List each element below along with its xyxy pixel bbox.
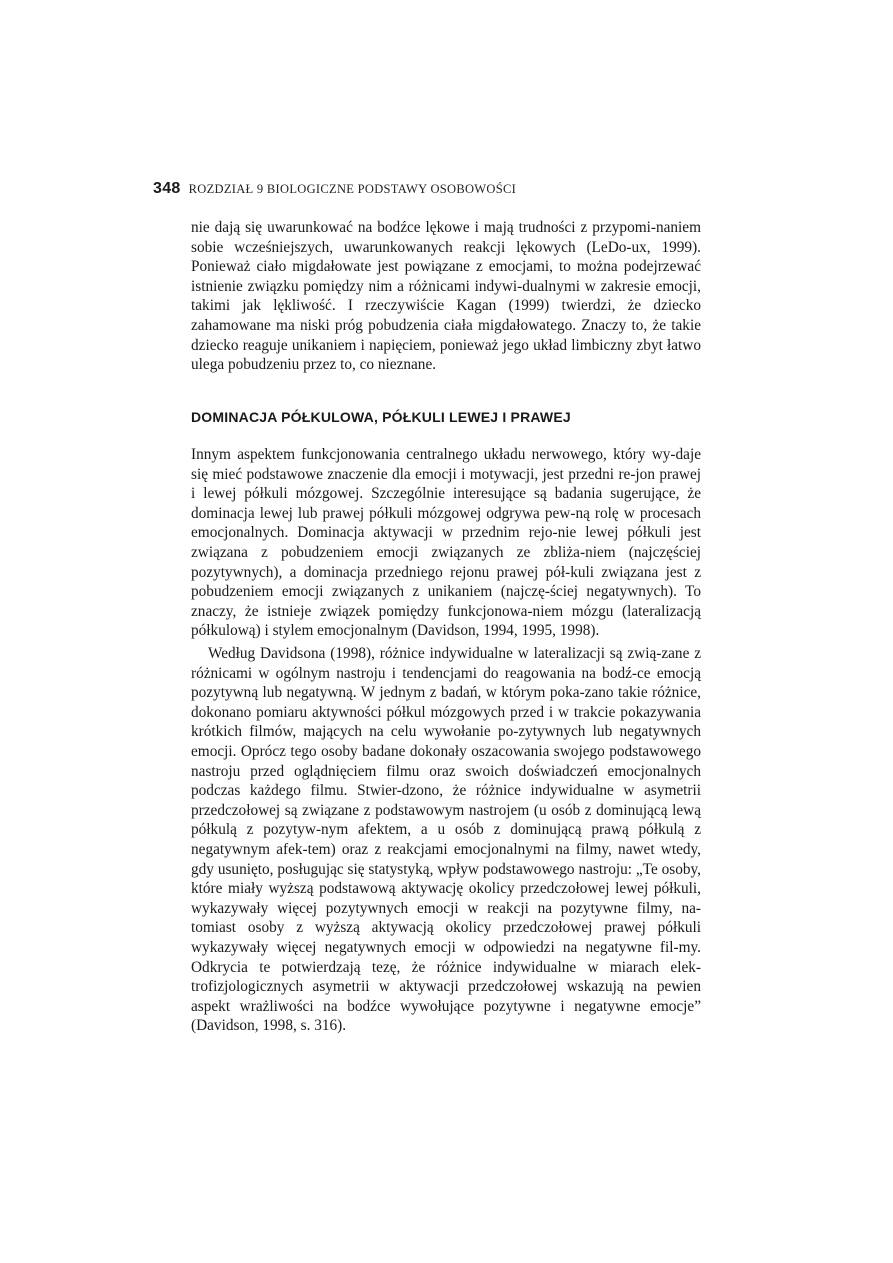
paragraph-intro: Innym aspektem funkcjonowania centralnego układu nerwowego, który wy-daje się mieć podstawowe znaczenie dla emocji i motywacji, jest przedni re-jon prawej i lewej półkuli mózgowej. Szczególnie interesujące są badania sugerujące, że dominacja lewej lub prawej półkuli mózgowej odgrywa pew-ną rolę w procesach emocjonalnych. Dominacja aktywacji w przednim rejo-nie lewej półkuli jest związana z pobudzeniem emocji związanych ze zbliża-niem (najczęściej pozytywnych), a dominacja przedniego rejonu prawej pół-kuli związana jest z pobudzeniem emocji związanych z unikaniem (najczę-ściej negatywnych). To znaczy, że istnieje związek pomiędzy funkcjonowa-niem mózgu (lateralizacją półkulową) i stylem emocjonalnym (Davidson, 1994, 1995, 1998). [191,446,701,640]
section-heading: DOMINACJA PÓŁKULOWA, PÓŁKULI LEWEJ I PRAWEJ [191,409,571,425]
paragraph-continued: nie dają się uwarunkować na bodźce lękowe i mają trudności z przypomi-naniem sobie wcześniejszych, uwarunkowanych reakcji lękowych (LeDo-ux, 1999). Ponieważ ciało migdałowate jest powiązane z emocjami, to można podejrzewać istnienie związku pomiędzy nim a różnicami indywi-dualnymi w zakresie emocji, takimi jak lękliwość. I rzeczywiście Kagan (1999) twierdzi, że dziecko zahamowane ma niski próg pobudzenia ciała migdałowatego. Znaczy to, że takie dziecko reaguje unikaniem i napięciem, ponieważ jego układ limbiczny zbyt łatwo ulega pobudzeniu przez to, co nieznane. [191,219,701,374]
paragraph-davidson: Według Davidsona (1998), różnice indywidualne w lateralizacji są zwią-zane z różnicami w ogólnym nastroju i tendencjami do reagowania na bodź-ce emocją pozytywną lub negatywną. W jednym z badań, w którym poka-zano takie różnice, dokonano pomiaru aktywności półkul mózgowych przed i w trakcie pokazywania krótkich filmów, mających na celu wywołanie po-zytywnych lub negatywnych emocji. Oprócz tego osoby badane dokonały oszacowania swojego podstawowego nastroju przed oglądnięciem filmu oraz swoich doświadczeń emocjonalnych podczas każdego filmu. Stwier-dzono, że różnice indywidualne w asymetrii przedczołowej są związane z podstawowym nastrojem (u osób z dominującą lewą półkulą z pozytyw-nym afektem, a u osób z dominującą prawą półkulą z negatywnym afek-tem) oraz z reakcjami emocjonalnymi na filmy, nawet wtedy, gdy usunięto, posługując się statystyką, wpływ podstawowego nastroju: „Te osoby, które miały wyższą podstawową aktywację okolicy przedczołowej lewej półkuli, wykazywały więcej pozytywnych emocji w reakcji na pozytywne filmy, na-tomiast osoby z wyższą aktywacją okolicy przedczołowej prawej półkuli wykazywały więcej negatywnych emocji w odpowiedzi na negatywne fil-my. Odkrycia te potwierdzają tezę, że różnice indywidualne w miarach elek-trofizjologicznych asymetrii w aktywacji przedczołowej wskazują na pewien aspekt wrażliwości na bodźce wywołujące pozytywne i negatywne emocje” (Davidson, 1998, s. 316). [191,645,701,1035]
page-number: 348 [153,180,181,197]
chapter-title: ROZDZIAŁ 9 BIOLOGICZNE PODSTAWY OSOBOWOŚCI [188,182,517,196]
running-head [153,180,713,200]
